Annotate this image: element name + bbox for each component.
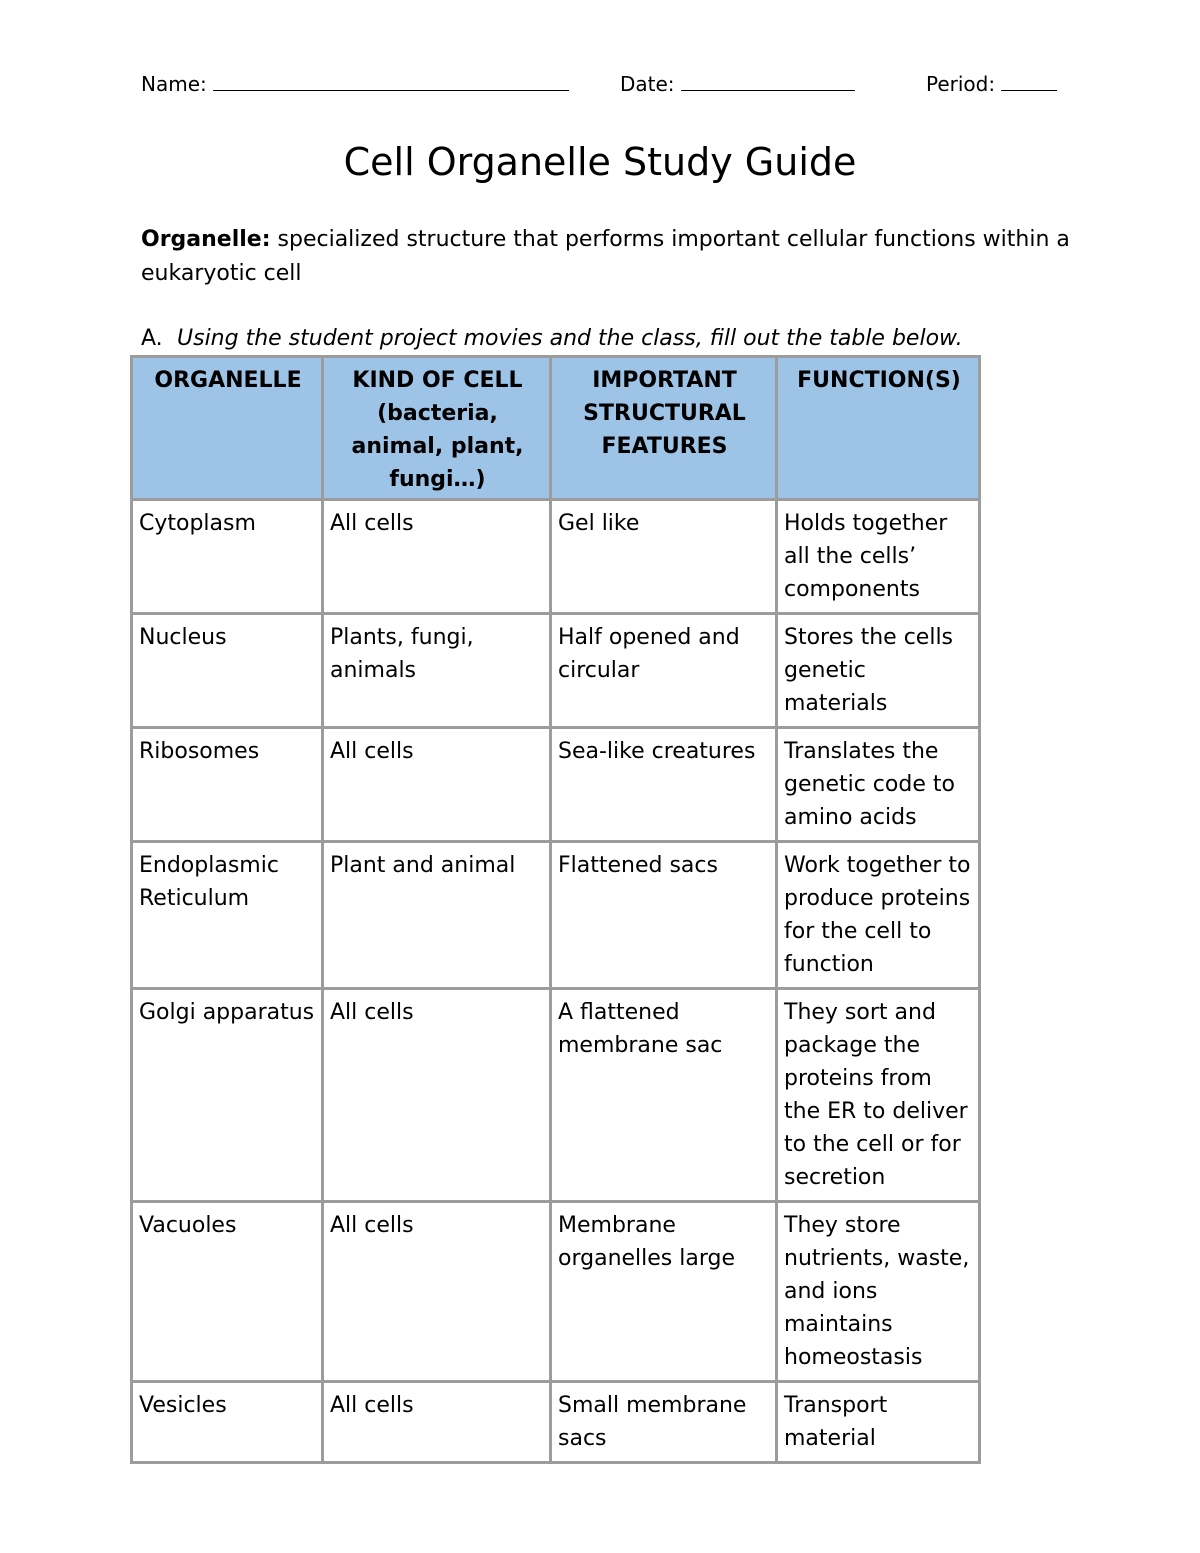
header-functions: FUNCTION(S) — [777, 357, 980, 500]
name-label: Name: — [141, 72, 207, 96]
date-blank-line[interactable] — [681, 72, 855, 91]
cell-functions[interactable]: Transport material — [777, 1382, 980, 1463]
cell-structural-features[interactable]: Half opened and circular — [551, 614, 777, 728]
cell-functions[interactable]: They sort and package the proteins from the ER to deliver to the cell or for secretion — [777, 989, 980, 1202]
date-label: Date: — [620, 72, 675, 96]
cell-structural-features[interactable]: Flattened sacs — [551, 842, 777, 989]
table-row — [132, 842, 980, 989]
cell-organelle[interactable]: Cytoplasm — [132, 500, 323, 614]
instruction-marker: A. — [141, 326, 163, 351]
header-organelle: ORGANELLE — [132, 357, 323, 500]
cell-functions[interactable]: They store nutrients, waste, and ions maintains homeostasis — [777, 1202, 980, 1382]
cell-kind-of-cell[interactable]: All cells — [323, 989, 551, 1202]
cell-structural-features[interactable]: A flattened membrane sac — [551, 989, 777, 1202]
table-row — [132, 1202, 980, 1382]
cell-functions[interactable]: Stores the cells genetic materials — [777, 614, 980, 728]
cell-organelle[interactable]: Vesicles — [132, 1382, 323, 1463]
organelle-table — [130, 355, 981, 1464]
table-row — [132, 500, 980, 614]
header-kind-of-cell: KIND OF CELL (bacteria, animal, plant, fungi…) — [323, 357, 551, 500]
cell-structural-features[interactable]: Gel like — [551, 500, 777, 614]
table-row — [132, 728, 980, 842]
cell-organelle[interactable]: Nucleus — [132, 614, 323, 728]
table-row — [132, 614, 980, 728]
cell-kind-of-cell[interactable]: All cells — [323, 1202, 551, 1382]
table-row — [132, 989, 980, 1202]
table-header-row — [132, 357, 980, 500]
page-title: Cell Organelle Study Guide — [343, 140, 857, 184]
cell-kind-of-cell[interactable]: Plants, fungi, animals — [323, 614, 551, 728]
cell-kind-of-cell[interactable]: All cells — [323, 728, 551, 842]
definition-text: specialized structure that performs important cellular functions within a eukaryotic cell — [141, 227, 1070, 286]
cell-structural-features[interactable]: Small membrane sacs — [551, 1382, 777, 1463]
student-info-header — [141, 72, 1061, 102]
cell-structural-features[interactable]: Sea-like creatures — [551, 728, 777, 842]
header-structural-features: IMPORTANT STRUCTURAL FEATURES — [551, 357, 777, 500]
cell-kind-of-cell[interactable]: All cells — [323, 1382, 551, 1463]
instruction-text: Using the student project movies and the class, fill out the table below. — [177, 326, 963, 351]
period-label: Period: — [926, 72, 996, 96]
cell-organelle[interactable]: Ribosomes — [132, 728, 323, 842]
cell-kind-of-cell[interactable]: All cells — [323, 500, 551, 614]
cell-kind-of-cell[interactable]: Plant and animal — [323, 842, 551, 989]
definition-term: Organelle: — [141, 227, 271, 252]
period-field[interactable] — [926, 72, 1057, 96]
organelle-definition — [141, 223, 1071, 291]
cell-functions[interactable]: Holds together all the cells’ components — [777, 500, 980, 614]
cell-structural-features[interactable]: Membrane organelles large — [551, 1202, 777, 1382]
cell-organelle[interactable]: Vacuoles — [132, 1202, 323, 1382]
cell-organelle[interactable]: Endoplasmic Reticulum — [132, 842, 323, 989]
cell-functions[interactable]: Work together to produce proteins for the cell to function — [777, 842, 980, 989]
table-row — [132, 1382, 980, 1463]
cell-functions[interactable]: Translates the genetic code to amino acids — [777, 728, 980, 842]
name-field[interactable] — [141, 72, 569, 96]
date-field[interactable] — [620, 72, 855, 96]
cell-organelle[interactable]: Golgi apparatus — [132, 989, 323, 1202]
period-blank-line[interactable] — [1001, 72, 1057, 91]
name-blank-line[interactable] — [213, 72, 569, 91]
instruction-a — [141, 322, 1071, 356]
